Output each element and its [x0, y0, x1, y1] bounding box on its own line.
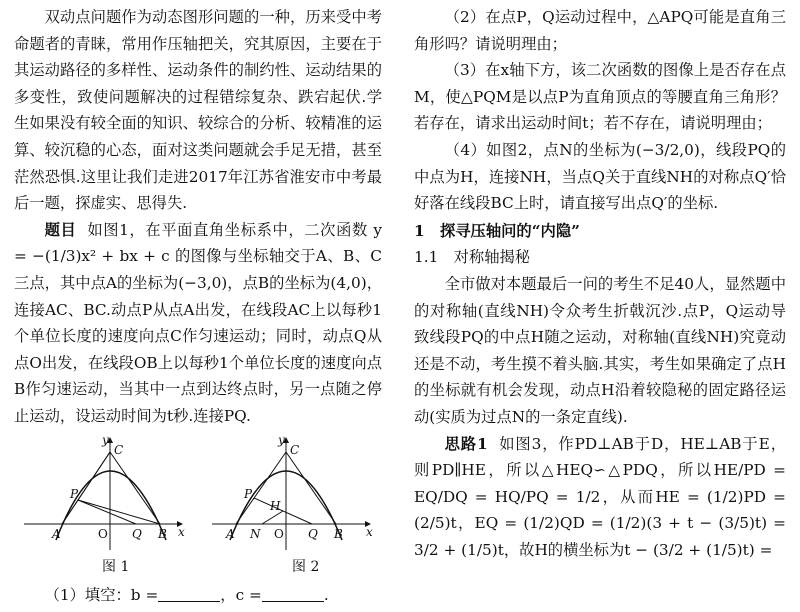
figure-2-caption: 图 2	[292, 558, 320, 575]
fig2-label-c: C	[290, 442, 300, 457]
figure-1-graph	[22, 432, 192, 552]
parabola-curve	[56, 471, 166, 540]
section-1-1-paragraph: 全市做对本题最后一问的考生不足40人，显然题中的对称轴(直线NH)令众考生折戟沉沙.点P，Q运动导致线段PQ的中点H随之运动，对称轴(直线NH)究竟动还是不动，考生摸不着头脑.其实，考生如果确定了点H的坐标就有机会发现，动点H沿着较隐秘的固定路径运动(实质为过点N的一条定直线).	[414, 274, 786, 426]
fig1-label-y: y	[102, 432, 109, 447]
fig1-label-q: Q	[132, 526, 142, 541]
question-3: （3）在x轴下方，该二次函数的图像上是否存在点M，使△PQM是以点P为直角顶点的等腰直角三角形？若存在，请求出运动时间t；若不存在，请说明理由；	[414, 61, 786, 133]
fig2-label-n: N	[250, 526, 261, 541]
fig2-label-y: y	[278, 432, 285, 447]
answer-blank-c[interactable]	[262, 587, 324, 602]
figure-1	[22, 432, 192, 552]
problem-text: 如图1，在平面直角坐标系中，二次函数 y = −(1/3)x² + bx + c 的图像与坐标轴交于A、B、C三点，其中点A的坐标为(−3,0)，点B的坐标为(4,0)，连接AC、BC.动点P从点A出发，在线段AC上以每秒1个单位长度的速度向点C作匀速运动；同时，动点Q从点O出发，在线段OB上以每秒1个单位长度的速度向点B作匀速运动，当其中一点到达终点时，另一点随之停止运动，设运动时间为t秒.连接PQ.	[14, 220, 382, 425]
section-1-heading: 1 探寻压轴问的“内隐”	[414, 221, 580, 240]
fig2-label-x: x	[366, 524, 373, 539]
figures-row	[14, 432, 382, 582]
question-1-end: .	[323, 585, 329, 604]
fig1-label-p: P	[70, 486, 79, 501]
fig1-label-b: B	[158, 526, 167, 541]
fig1-label-c: C	[114, 442, 124, 457]
question-2: （2）在点P，Q运动过程中，△APQ可能是直角三角形吗？请说明理由；	[414, 8, 786, 53]
fig2-label-q: Q	[308, 526, 318, 541]
fig2-label-p: P	[244, 486, 253, 501]
fig1-label-a: A	[52, 526, 61, 541]
segment-bc	[110, 452, 160, 524]
right-column	[414, 4, 786, 563]
intro-paragraph: 双动点问题作为动态图形问题的一种，历来受中考命题者的青睐，常用作压轴把关，究其原因，主要在于其运动路径的多样性、运动条件的制约性、运动结果的多变性，致使问题解决的过程错综复杂、跌宕起伏.学生如果没有较全面的知识、较综合的分析、较精准的运算、较沉稳的心态，面对这类问题就会手足无措，甚至茫然恐惧.这里让我们走进2017年江苏省淮安市中考最后一题，探虚实、思得失.	[14, 8, 382, 213]
question-4: （4）如图2，点N的坐标为(−3/2,0)，线段PQ的中点为H，连接NH，当点Q关于直线NH的对称点Q′恰好落在线段BC上时，请直接写出点Q′的坐标.	[414, 140, 786, 213]
figure-1-caption: 图 1	[102, 558, 130, 575]
fig2-label-a: A	[226, 526, 235, 541]
fig2-label-h: H	[270, 498, 281, 513]
problem-label: 题目	[44, 220, 77, 239]
fig2-label-b: B	[334, 526, 343, 541]
section-1-1-heading: 1.1 对称轴揭秘	[414, 248, 531, 267]
question-1-mid: ，c =	[220, 585, 262, 604]
answer-blank-b[interactable]	[158, 587, 220, 602]
figure-2	[210, 432, 380, 552]
fig1-label-o: O	[98, 526, 108, 541]
fig1-label-x: x	[178, 524, 185, 539]
problem-paragraph	[14, 217, 382, 430]
left-column	[14, 4, 382, 608]
idea-1-text: 如图3，作PD⊥AB于D，HE⊥AB于E，则PD∥HE，所以△HEQ∽△PDQ，所以HE/PD = EQ/DQ = HQ/PQ = 1/2，从而HE = (1/2)PD = (2/5)t，EQ = (1/2)QD = (1/2)(3 + t − (3/5)t) = 3/2 + (1/5)t，故H的横坐标为t − (3/2 + (1/5)t) =	[414, 434, 786, 559]
question-1-prefix: （1）填空：b =	[44, 585, 159, 604]
figure-2-graph	[210, 432, 380, 552]
segment-pq	[78, 500, 136, 524]
fig2-label-o: O	[274, 526, 284, 541]
idea-1-paragraph	[414, 431, 786, 564]
idea-1-label: 思路1	[444, 434, 488, 453]
segment-bc	[286, 452, 336, 524]
question-1	[14, 582, 382, 609]
